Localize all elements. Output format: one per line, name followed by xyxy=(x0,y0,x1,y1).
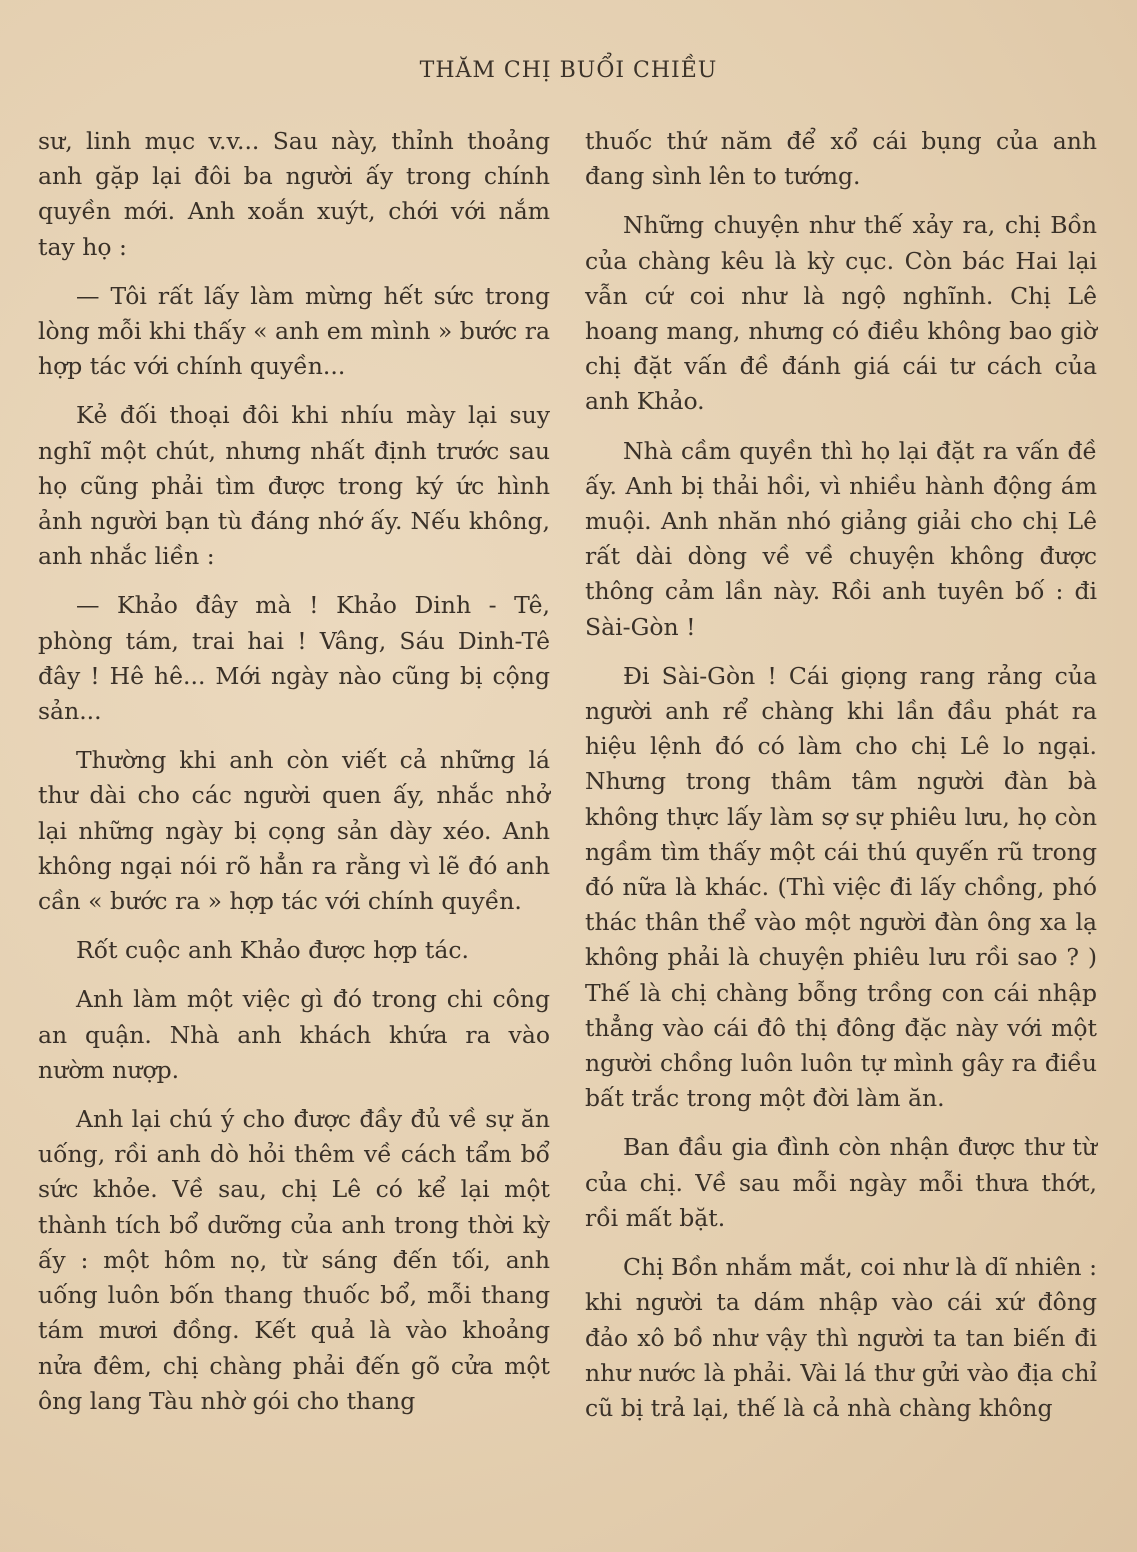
paragraph-right-5: Ban đầu gia đình còn nhận được thư từ của chị. Về sau mỗi ngày mỗi thưa thớt, rồi mất bặt. xyxy=(585,1133,1097,1232)
paragraph-right-6: Chị Bồn nhắm mắt, coi như là dĩ nhiên : khi người ta dám nhập vào cái xứ đông đảo xô bồ như vậy thì người ta tan biến đi như nước là phải. Vài lá thư gửi vào địa chỉ cũ bị trả lại, thế là cả nhà chàng không xyxy=(585,1253,1097,1422)
paragraph-left-7: Anh làm một việc gì đó trong chi công an quận. Nhà anh khách khứa ra vào nườm nượp. xyxy=(38,985,550,1084)
right-column xyxy=(585,124,1097,1440)
paragraph-left-8: Anh lại chú ý cho được đầy đủ về sự ăn uống, rồi anh dò hỏi thêm về cách tẩm bổ sức khỏe. Về sau, chị Lê có kể lại một thành tích bổ dưỡng của anh trong thời kỳ ấy : một hôm nọ, từ sáng đến tối, anh uống luôn bốn thang thuốc bổ, mỗi thang tám mươi đồng. Kết quả là vào khoảng nửa đêm, chị chàng phải đến gõ cửa một ông lang Tàu nhờ gói cho thang xyxy=(38,1105,550,1415)
paragraph-right-3: Nhà cầm quyền thì họ lại đặt ra vấn đề ấy. Anh bị thải hồi, vì nhiều hành động ám muội. Anh nhăn nhó giảng giải cho chị Lê rất dài dòng về về chuyện không được thông cảm lần này. Rồi anh tuyên bố : đi Sài-Gòn ! xyxy=(585,436,1097,641)
paragraph-right-2: Những chuyện như thế xảy ra, chị Bồn của chàng kêu là kỳ cục. Còn bác Hai lại vẫn cứ coi như là ngộ nghĩnh. Chị Lê hoang mang, nhưng có điều không bao giờ chị đặt vấn đề đánh giá cái tư cách của anh Khảo. xyxy=(585,211,1097,416)
paragraph-left-2: — Tôi rất lấy làm mừng hết sức trong lòng mỗi khi thấy « anh em mình » bước ra hợp tác với chính quyền... xyxy=(38,281,550,381)
paragraph-left-4: — Khảo đây mà ! Khảo Dinh - Tê, phòng tám, trai hai ! Vâng, Sáu Dinh-Tê đây ! Hê hê... Mới ngày nào cũng bị cộng sản... xyxy=(38,591,550,726)
paragraph-right-4: Đi Sài-Gòn ! Cái giọng rang rảng của người anh rể chàng khi lần đầu phát ra hiệu lệnh đó có làm cho chị Lê lo ngại. Nhưng trong thâm tâm người đàn bà không thực lấy làm sợ sự phiêu lưu, họ còn ngầm tìm thấy một cái thú quyến rũ trong đó nữa là khác. (Thì việc đi lấy chồng, phó thác thân thể vào một người đàn ông xa lạ không phải là chuyện phiêu lưu rồi sao ? ) Thế là chị chàng bỗng trồng con cái nhập thẳng vào cái đô thị đông đặc này với một người chồng luôn luôn tự mình gây ra điều bất trắc trong một đời làm ăn. xyxy=(585,661,1097,1113)
page-title: THĂM CHỊ BUỔI CHIỀU xyxy=(419,58,718,83)
paragraph-left-3: Kẻ đối thoại đôi khi nhíu mày lại suy nghĩ một chút, nhưng nhất định trước sau họ cũng phải tìm được trong ký ức hình ảnh người bạn tù đáng nhớ ấy. Nếu không, anh nhắc liền : xyxy=(38,401,550,571)
paragraph-left-6: Rốt cuộc anh Khảo được hợp tác. xyxy=(76,936,469,965)
paragraph-right-1: thuốc thứ năm để xổ cái bụng của anh đang sình lên to tướng. xyxy=(585,127,1097,191)
paragraph-left-5: Thường khi anh còn viết cả những lá thư dài cho các người quen ấy, nhắc nhở lại những ngày bị cọng sản dày xéo. Anh không ngại nói rõ hẳn ra rằng vì lẽ đó anh cần « bước ra » hợp tác với chính quyền. xyxy=(38,746,550,916)
left-column xyxy=(38,124,550,1433)
paragraph-left-1: sư, linh mục v.v... Sau này, thỉnh thoảng anh gặp lại đôi ba người ấy trong chính quyền mới. Anh xoắn xuýt, chới với nắm tay họ : xyxy=(38,127,550,261)
